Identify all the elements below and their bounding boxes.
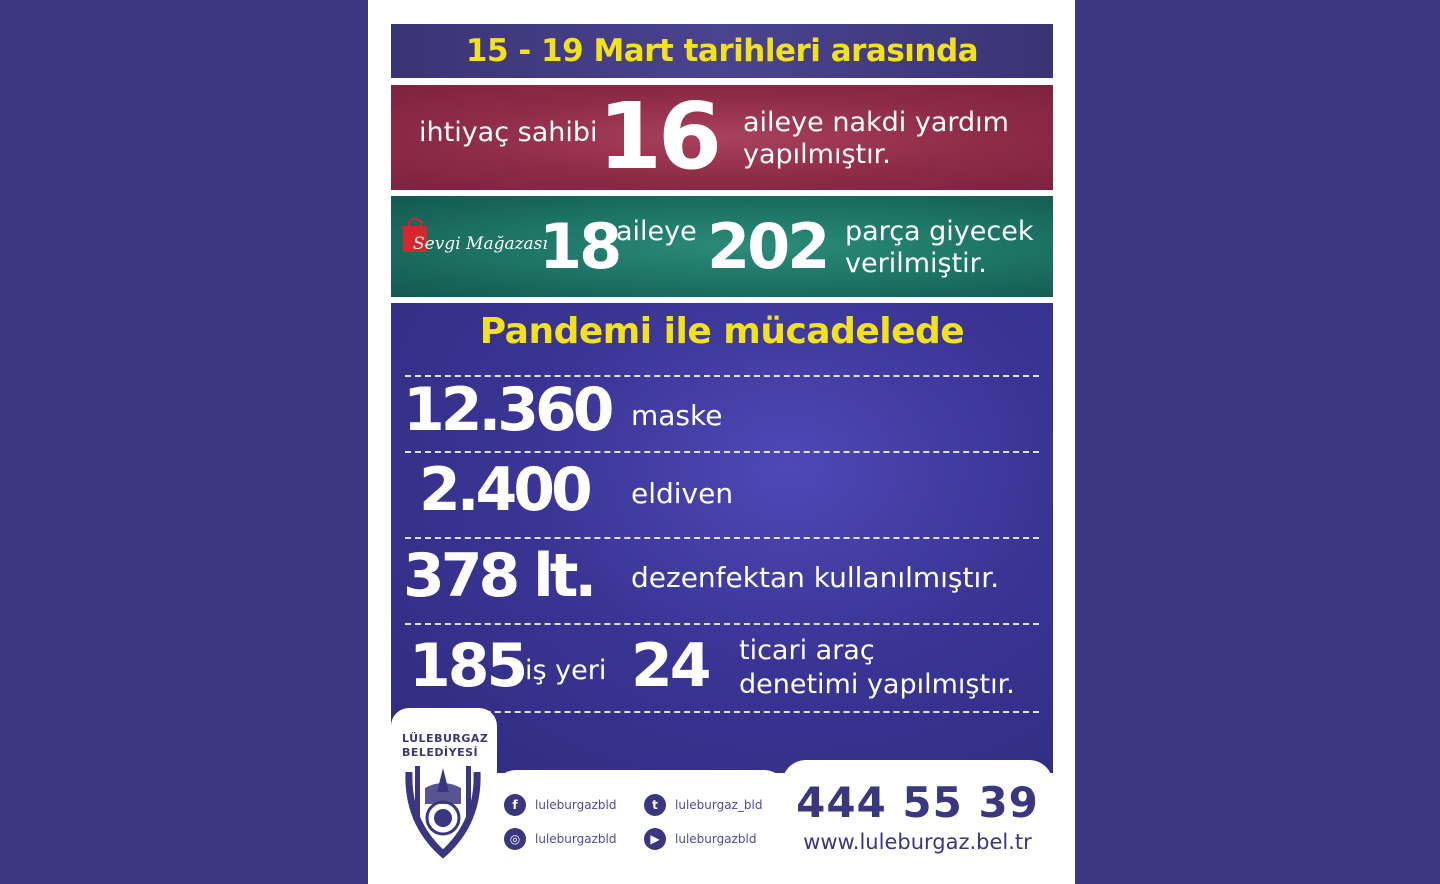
municipality-emblem-icon xyxy=(403,762,483,862)
date-range-title: 15 - 19 Mart tarihleri arasında xyxy=(465,33,979,69)
youtube-icon: ▶ xyxy=(644,828,666,850)
divider xyxy=(405,537,1039,539)
clothing-pieces-line2: verilmiştir. xyxy=(845,248,987,279)
divider xyxy=(405,623,1039,625)
municipality-name-line2: BELEDİYESİ xyxy=(402,746,479,759)
youtube-link[interactable] xyxy=(644,828,756,850)
infographic-poster xyxy=(368,0,1075,884)
twitter-icon: t xyxy=(644,794,666,816)
pandemic-panel xyxy=(391,303,1053,773)
website-link[interactable]: www.luleburgaz.bel.tr xyxy=(803,830,1032,854)
vehicles-number: 24 xyxy=(631,631,709,701)
workplaces-number: 185 xyxy=(409,631,526,701)
disinfectant-label: dezenfektan kullanılmıştır. xyxy=(631,561,1000,594)
clothing-pieces-number: 202 xyxy=(707,210,828,283)
phone-number[interactable]: 444 55 39 xyxy=(796,778,1039,827)
divider xyxy=(405,711,1039,713)
masks-number: 12.360 xyxy=(403,375,611,445)
social-media-panel xyxy=(494,770,786,884)
facebook-handle: luleburgazbld xyxy=(535,798,617,812)
disinfectant-number: 378 lt. xyxy=(403,541,594,611)
instagram-icon: ◎ xyxy=(504,828,526,850)
masks-label: maske xyxy=(631,399,723,432)
vehicles-line2: denetimi yapılmıştır. xyxy=(739,669,1015,700)
cash-aid-prefix: ihtiyaç sahibi xyxy=(419,117,598,148)
instagram-link[interactable] xyxy=(504,828,616,850)
cash-aid-panel xyxy=(391,85,1053,190)
youtube-handle: luleburgazbld xyxy=(675,832,757,846)
facebook-link[interactable] xyxy=(504,794,616,816)
clothing-families-number: 18 xyxy=(539,210,620,283)
cash-aid-number: 16 xyxy=(598,83,719,190)
clothing-families-label: aileye xyxy=(616,216,697,247)
facebook-icon: f xyxy=(504,794,526,816)
store-name: Sevgi Mağazası xyxy=(413,234,548,254)
contact-panel xyxy=(782,760,1053,884)
twitter-handle: luleburgaz_bld xyxy=(675,798,763,812)
cash-aid-suffix-line2: yapılmıştır. xyxy=(743,139,891,170)
clothing-aid-panel xyxy=(391,196,1053,297)
instagram-handle: luleburgazbld xyxy=(535,832,617,846)
divider xyxy=(405,451,1039,453)
gloves-label: eldiven xyxy=(631,477,734,510)
vehicles-line1: ticari araç xyxy=(739,635,875,666)
clothing-pieces-line1: parça giyecek xyxy=(845,216,1034,247)
pandemic-heading: Pandemi ile mücadelede xyxy=(479,311,965,352)
date-range-banner xyxy=(391,24,1053,78)
twitter-link[interactable] xyxy=(644,794,762,816)
cash-aid-suffix-line1: aileye nakdi yardım xyxy=(743,107,1009,138)
municipality-name-line1: LÜLEBURGAZ xyxy=(402,732,489,745)
gloves-number: 2.400 xyxy=(419,455,589,525)
municipality-logo xyxy=(391,708,497,884)
workplaces-label: iş yeri xyxy=(525,655,607,686)
